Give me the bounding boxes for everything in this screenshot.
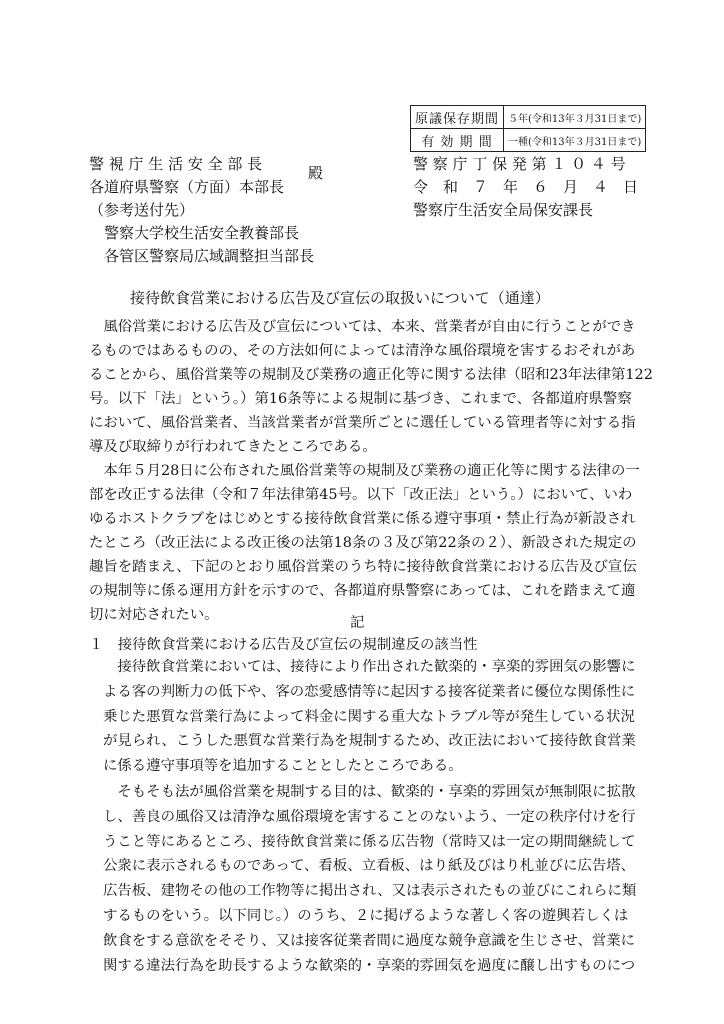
text-line: 切に対応されたい。 <box>89 607 219 623</box>
text-line: ゆるホストクラブをはじめとする接待飲食営業に係る遵守事項・禁止行為が新設され <box>89 511 636 527</box>
validity-period-value: 一種(令和13年３月31日まで) <box>504 129 646 152</box>
text-line: ることから、風俗営業等の規制及び業務の適正化等に関する法律（昭和23年法律第122 <box>89 367 653 383</box>
document-title: 接待飲食営業における広告及び宣伝の取扱いについて（通達） <box>130 289 550 307</box>
paragraph-2 <box>89 459 659 627</box>
issuer: 警察庁生活安全局保安課長 <box>413 201 594 219</box>
text-line: 乗じた悪質な営業行為によって料金に関する重大なトラブル等が発生している状況 <box>103 708 635 725</box>
honorific: 殿 <box>308 164 324 182</box>
reference-block <box>413 153 638 222</box>
document-date: 令 和 ７ 年 ６ 月 ４ 日 <box>413 178 639 196</box>
text-line: に係る遵守事項等を追加することとしたところである。 <box>103 758 463 775</box>
text-line: するものをいう。以下同じ。）のうち、２に掲げるような著しく客の遊興若しくは <box>103 907 629 924</box>
text-line: が見られ、こうした悪質な営業行為を規制するため、改正法において接待飲食営業 <box>103 733 636 750</box>
paragraph-4 <box>103 780 659 978</box>
validity-period-label: 有 効 期 間 <box>411 129 504 152</box>
text-line: し、善良の風俗又は清浄な風俗環境を害することのないよう、一定の秩序付けを行 <box>103 808 636 825</box>
addressee-line: 警察大学校生活安全教養部長 <box>89 224 300 242</box>
retention-table <box>410 105 646 152</box>
text-line: そもそも法が風俗営業を規制する目的は、歓楽的・享楽的雰囲気が無制限に拡散 <box>103 784 636 800</box>
text-line: 飲食をする意欲をそそり、又は接客従業者間に過度な競争意識を生じさせ、営業に <box>103 932 636 949</box>
text-line: うこと等にあるところ、接待飲食営業に係る広告物（常時又は一定の期間継続して <box>103 833 636 850</box>
text-line: 導及び取締りが行われてきたところである。 <box>89 439 377 455</box>
text-line: 関する違法行為を助長するような歓楽的・享楽的雰囲気を過度に醸し出すものにつ <box>103 957 636 974</box>
text-line: 接待飲食営業においては、接待により作出された歓楽的・享楽的雰囲気の影響に <box>103 659 636 675</box>
text-line: 趣旨を踏まえ、下記のとおり風俗営業のうち特に接待飲食営業における広告及び宣伝 <box>89 559 637 575</box>
text-line: 部を改正する法律（令和７年法律第45号。以下「改正法」という。）において、いわ <box>89 487 633 503</box>
retention-period-label: 原議保存期間 <box>411 106 504 129</box>
addressee-line: 各管区警察局広域調整担当部長 <box>89 247 315 265</box>
text-line: 風俗営業における広告及び宣伝については、本来、営業者が自由に行うことができ <box>89 319 636 335</box>
document-number: 警 察 庁 丁 保 発 第 １ ０ ４ 号 <box>413 155 626 173</box>
retention-period-value: ５年(令和13年３月31日まで) <box>504 106 646 129</box>
text-line: 公衆に表示されるものであって、看板、立看板、はり紙及びはり札並びに広告塔、 <box>103 858 636 875</box>
ki-heading: 記 <box>350 615 365 631</box>
text-line: よる客の判断力の低下や、客の恋愛感情等に起因する接客従業者に優位な関係性に <box>103 683 636 700</box>
paragraph-1 <box>89 315 659 459</box>
text-line: において、風俗営業者、当該営業者が営業所ごとに選任している管理者等に対する指 <box>89 415 636 431</box>
addressee-line: （参考送付先） <box>89 201 195 219</box>
addressee-line: 各道府県警察（方面）本部長 <box>89 178 285 196</box>
text-line: 広告板、建物その他の工作物等に掲出され、又は表示されたもの並びにこれらに類 <box>103 883 637 900</box>
addressee-block <box>89 153 314 268</box>
text-line: るものではあるものの、その方法如何によっては清浄な風俗環境を害するおそれがあ <box>89 343 636 359</box>
addressee-line: 警 視 庁 生 活 安 全 部 長 <box>89 155 263 173</box>
text-line: たところ（改正法による改正後の法第18条の３及び第22条の２）、新設された規定の <box>89 535 637 551</box>
section-1-heading: １ 接待飲食営業における広告及び宣伝の規制違反の該当性 <box>89 637 478 653</box>
paragraph-3 <box>103 655 659 779</box>
text-line: 本年５月28日に公布された風俗営業等の規制及び業務の適正化等に関する法律の一 <box>89 463 640 479</box>
text-line: 号。以下「法」という。）第16条等による規制に基づき、これまで、各都道府県警察 <box>89 391 632 407</box>
text-line: の規制等に係る運用方針を示すので、各都道府県警察にあっては、これを踏まえて適 <box>89 583 636 599</box>
